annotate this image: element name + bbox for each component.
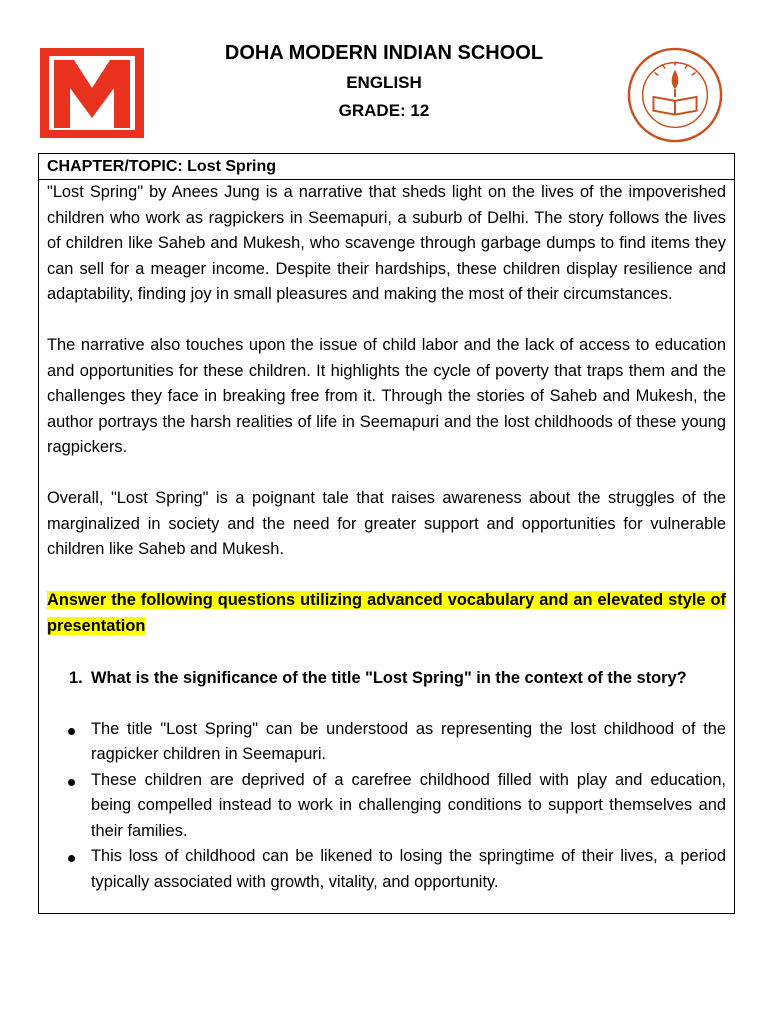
question-number: 1. (69, 669, 83, 687)
bullet-icon (68, 779, 75, 786)
page-header (0, 0, 768, 150)
cbse-seal-icon (626, 46, 724, 144)
answer-item (47, 768, 726, 845)
answer-text: These children are deprived of a carefree childhood filled with play and education, being compelled instead to work in challenging conditions to support themselves and their families. (91, 770, 726, 840)
chapter-topic: CHAPTER/TOPIC: Lost Spring (39, 154, 734, 180)
chapter-content-box (38, 153, 735, 914)
chapter-body (39, 180, 734, 895)
answer-text: The title "Lost Spring" can be understood as representing the lost childhood of the ragpicker children in Seemapuri. (91, 719, 726, 763)
bullet-icon (68, 728, 75, 735)
instruction-highlight: Answer the following questions utilizing advanced vocabulary and an elevated style of presentation (47, 591, 726, 635)
summary-paragraph-2: The narrative also touches upon the issue of child labor and the lack of access to education and opportunities for these children. It highlights the cycle of poverty that traps them and the challenges they face in breaking free from it. Through the stories of Saheb and Mukesh, the author portrays the harsh realities of life in Seemapuri and the lost childhoods of these young ragpickers. (47, 336, 726, 456)
summary-paragraph-3: Overall, "Lost Spring" is a poignant tale that raises awareness about the struggles of the marginalized in society and the need for greater support and opportunities for vulnerable children like Saheb and Mukesh. (47, 489, 726, 558)
grade-label: GRADE: 12 (338, 101, 430, 120)
summary-paragraph-1: "Lost Spring" by Anees Jung is a narrative that sheds light on the lives of the impoverished children who work as ragpickers in Seemapuri, a suburb of Delhi. The story follows the lives of children like Saheb and Mukesh, who scavenge through garbage dumps to find items they can sell for a meager income. Despite their hardships, these children display resilience and adaptability, finding joy in small pleasures and making the most of their circumstances. (47, 183, 726, 303)
instruction-text (47, 588, 726, 639)
answer-text: This loss of childhood can be likened to losing the springtime of their lives, a period typically associated with growth, vitality, and opportunity. (91, 847, 726, 891)
answer-item (47, 717, 726, 768)
subject-title: ENGLISH (346, 73, 422, 92)
question-1 (47, 666, 726, 692)
answer-item (47, 844, 726, 895)
question-text: What is the significance of the title "Lost Spring" in the context of the story? (91, 669, 687, 687)
answer-list (47, 717, 726, 896)
bullet-icon (68, 855, 75, 862)
school-name: DOHA MODERN INDIAN SCHOOL (224, 42, 544, 64)
